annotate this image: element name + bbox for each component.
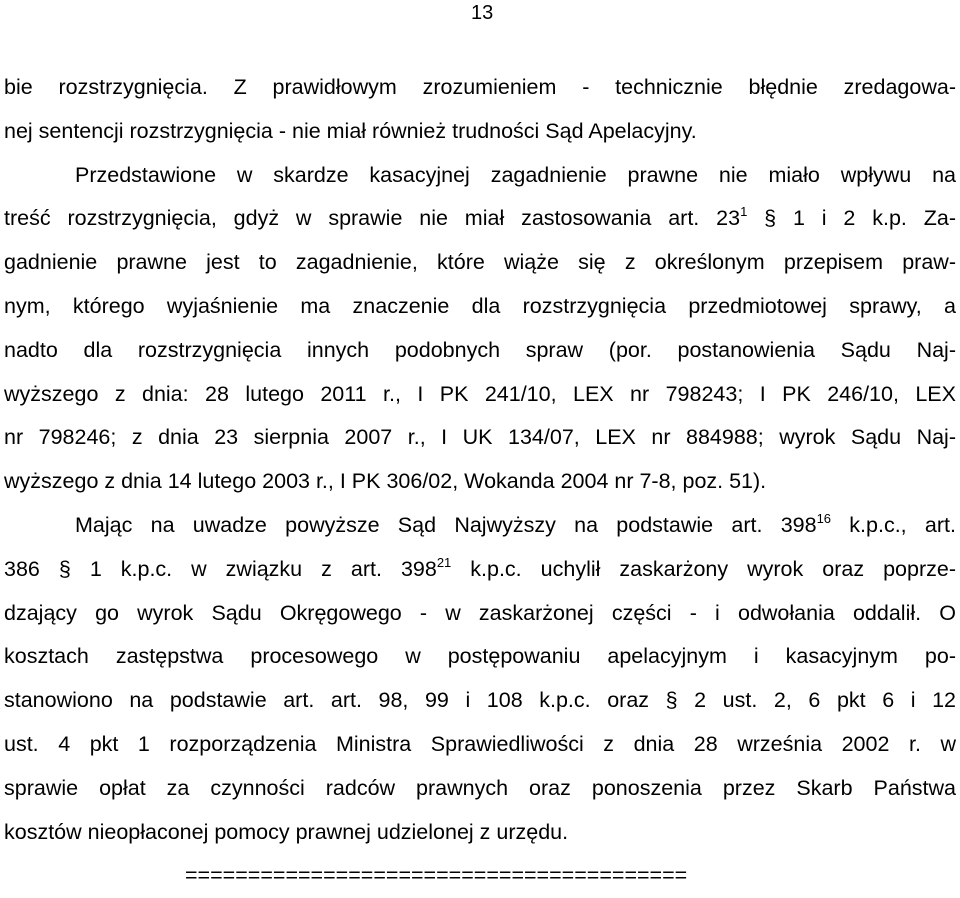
text-line: bie rozstrzygnięcia. Z prawidłowym zrozumieniem - technicznie błędnie zredagowa- <box>4 75 956 99</box>
text-line: nadto dla rozstrzygnięcia innych podobnych spraw (por. postanowienia Sądu Naj- <box>4 337 956 362</box>
text-line <box>4 197 956 241</box>
text-line: dzający go wyrok Sądu Okręgowego - w zaskarżonej części - i odwołania oddalił. O <box>4 600 956 625</box>
text-line: Przedstawione w skardze kasacyjnej zagadnienie prawne nie miało wpływu na <box>75 162 956 187</box>
text-segment: treść rozstrzygnięcia, gdyż w sprawie nie miał zastosowania art. 23 <box>4 206 741 231</box>
text-line <box>4 504 956 548</box>
judgment-text <box>4 66 956 898</box>
text-segment: Mając na uwadze powyższe Sąd Najwyższy na podstawie art. 398 <box>75 512 817 537</box>
text-line: stanowiono na podstawie art. art. 98, 99 i 108 k.p.c. oraz § 2 ust. 2, 6 pkt 6 i 12 <box>4 688 956 713</box>
text-line: nym, którego wyjaśnienie ma znaczenie dla rozstrzygnięcia przedmiotowej sprawy, a <box>4 293 956 318</box>
superscript: 21 <box>436 554 452 570</box>
text-line: kosztów nieopłaconej pomocy prawnej udzielonej z urzędu. <box>4 819 569 844</box>
text-line: wyższego z dnia 14 lutego 2003 r., I PK 306/02, Wokanda 2004 nr 7-8, poz. 51). <box>4 469 767 494</box>
text-line: nr 798246; z dnia 23 sierpnia 2007 r., I UK 134/07, LEX nr 884988; wyrok Sądu Naj- <box>4 425 956 450</box>
text-segment: k.p.c. uchylił zaskarżony wyrok oraz poprze- <box>451 556 956 581</box>
superscript: 16 <box>816 510 832 526</box>
superscript: 1 <box>740 204 748 220</box>
text-segment: § 1 i 2 k.p. Za- <box>747 206 956 231</box>
page-number: 13 <box>471 2 494 24</box>
text-segment: k.p.c., art. <box>831 512 956 537</box>
text-segment: 386 § 1 k.p.c. w związku z art. 398 <box>4 556 437 581</box>
text-line: nej sentencji rozstrzygnięcia - nie miał również trudności Sąd Apelacyjny. <box>4 118 697 143</box>
separator-line: ======================================== <box>185 863 688 888</box>
text-line: kosztach zastępstwa procesowego w postępowaniu apelacyjnym i kasacyjnym po- <box>4 644 956 669</box>
text-line <box>4 548 956 592</box>
text-line: wyższego z dnia: 28 lutego 2011 r., I PK 241/10, LEX nr 798243; I PK 246/10, LEX <box>4 381 956 406</box>
text-line: ust. 4 pkt 1 rozporządzenia Ministra Sprawiedliwości z dnia 28 września 2002 r. w <box>4 731 956 756</box>
text-line: gadnienie prawne jest to zagadnienie, które wiąże się z określonym przepisem praw- <box>4 250 956 275</box>
text-line: sprawie opłat za czynności radców prawnych oraz ponoszenia przez Skarb Państwa <box>4 775 956 800</box>
